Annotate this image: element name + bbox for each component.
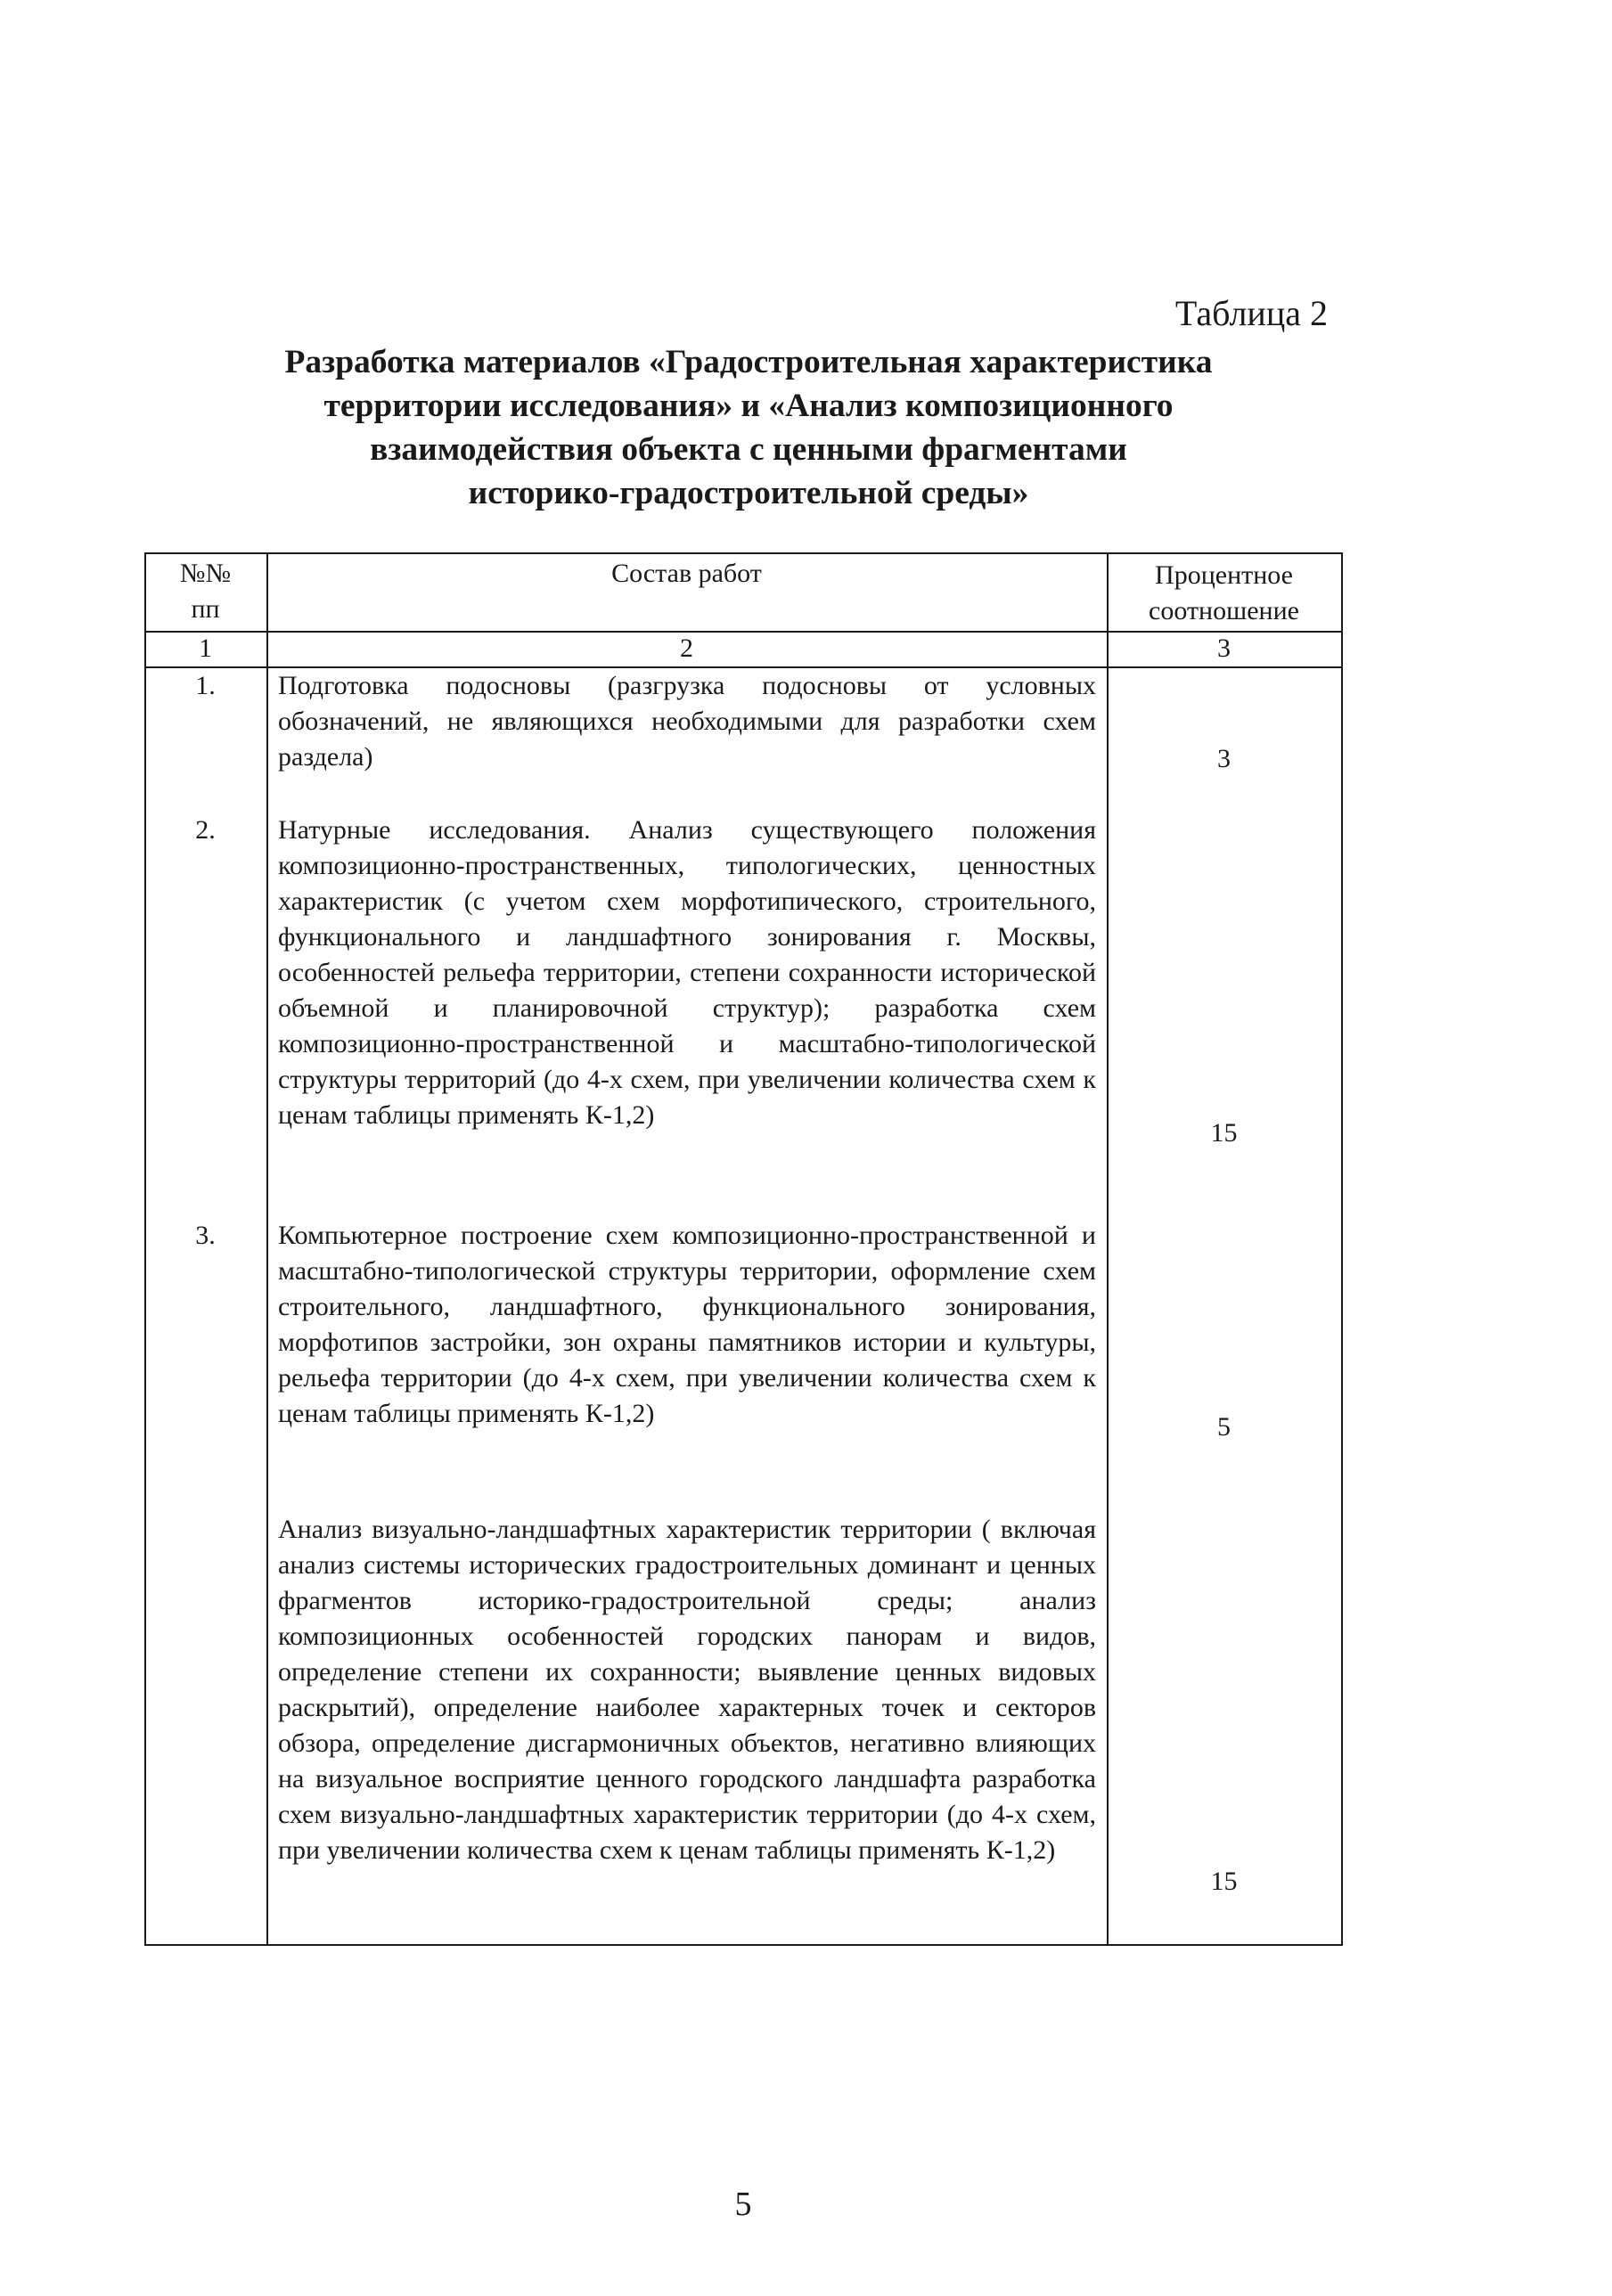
row-percent: 15	[1210, 1118, 1238, 1148]
column-number: 2	[680, 633, 693, 663]
document-title	[196, 340, 1301, 515]
header-number	[144, 556, 266, 627]
title-line: взаимодействия объекта с ценными фрагментами	[370, 431, 1127, 468]
header-number-line1: №№	[179, 559, 232, 588]
row-number: 3.	[195, 1221, 216, 1250]
row-description: Подготовка подосновы (разгрузка подосновы от условных обозначений, не являющихся необходимыми для разработки схем раздела)	[278, 671, 1096, 772]
row-percent: 5	[1217, 1412, 1231, 1442]
row-number: 1.	[195, 671, 216, 700]
header-percent-line1: Процентное	[1155, 560, 1293, 590]
column-number: 1	[199, 633, 212, 663]
column-number: 3	[1217, 633, 1231, 663]
title-line: историко-градостроительной среды»	[468, 475, 1029, 511]
header-percent	[1107, 558, 1341, 629]
column-divider	[266, 554, 268, 1944]
row-description: Натурные исследования. Анализ существующего положения композиционно-пространственных, типологических, ценностных характеристик (с учетом схем морфотипического, строительного, функционального и ландшафтного зонирования г. Москвы, особенностей рельефа территории, степени сохранности исторической объемной и планировочной структур); разработка схем композиционно-пространственной и масштабно-типологической структуры территорий (до 4-х схем, при увеличении количества схем к ценам таблицы применять К-1,2)	[278, 815, 1096, 1130]
row-description: Анализ визуально-ландшафтных характеристик территории ( включая анализ системы исторических градостроительных доминант и ценных фрагментов историко-градостроительной среды; анализ композиционных особенностей городских панорам и видов, определение степени их сохранности; выявление ценных видовых раскрытий), определение наиболее характерных точек и секторов обзора, определение дисгармоничных объектов, негативно влияющих на визуальное восприятие ценного городского ландшафта разработка схем визуально-ландшафтных характеристик территории (до 4-х схем, при увеличении количества схем к ценам таблицы применять К-1,2)	[278, 1515, 1096, 1865]
page-number: 5	[734, 2186, 752, 2223]
row-percent: 15	[1210, 1867, 1238, 1896]
title-line: Разработка материалов «Градостроительная характеристика	[284, 344, 1213, 380]
header-number-line2: пп	[191, 594, 220, 624]
header-work: Состав работ	[611, 559, 762, 588]
title-line: территории исследования» и «Анализ композиционного	[323, 388, 1174, 424]
row-percent: 3	[1217, 744, 1231, 773]
work-composition-table	[144, 552, 1343, 1946]
row-description: Компьютерное построение схем композиционно-пространственной и масштабно-типологической структуры территории, оформление схем строительного, ландшафтного, функционального зонирования, морфотипов застройки, зон охраны памятников истории и культуры, рельефа территории (до 4-х схем, при увеличении количества схем к ценам таблицы применять К-1,2)	[278, 1221, 1096, 1428]
table-label: Таблица 2	[1174, 293, 1328, 333]
row-number: 2.	[195, 815, 216, 845]
table-border-right	[1341, 554, 1343, 1944]
header-percent-line2: соотношение	[1149, 596, 1299, 625]
